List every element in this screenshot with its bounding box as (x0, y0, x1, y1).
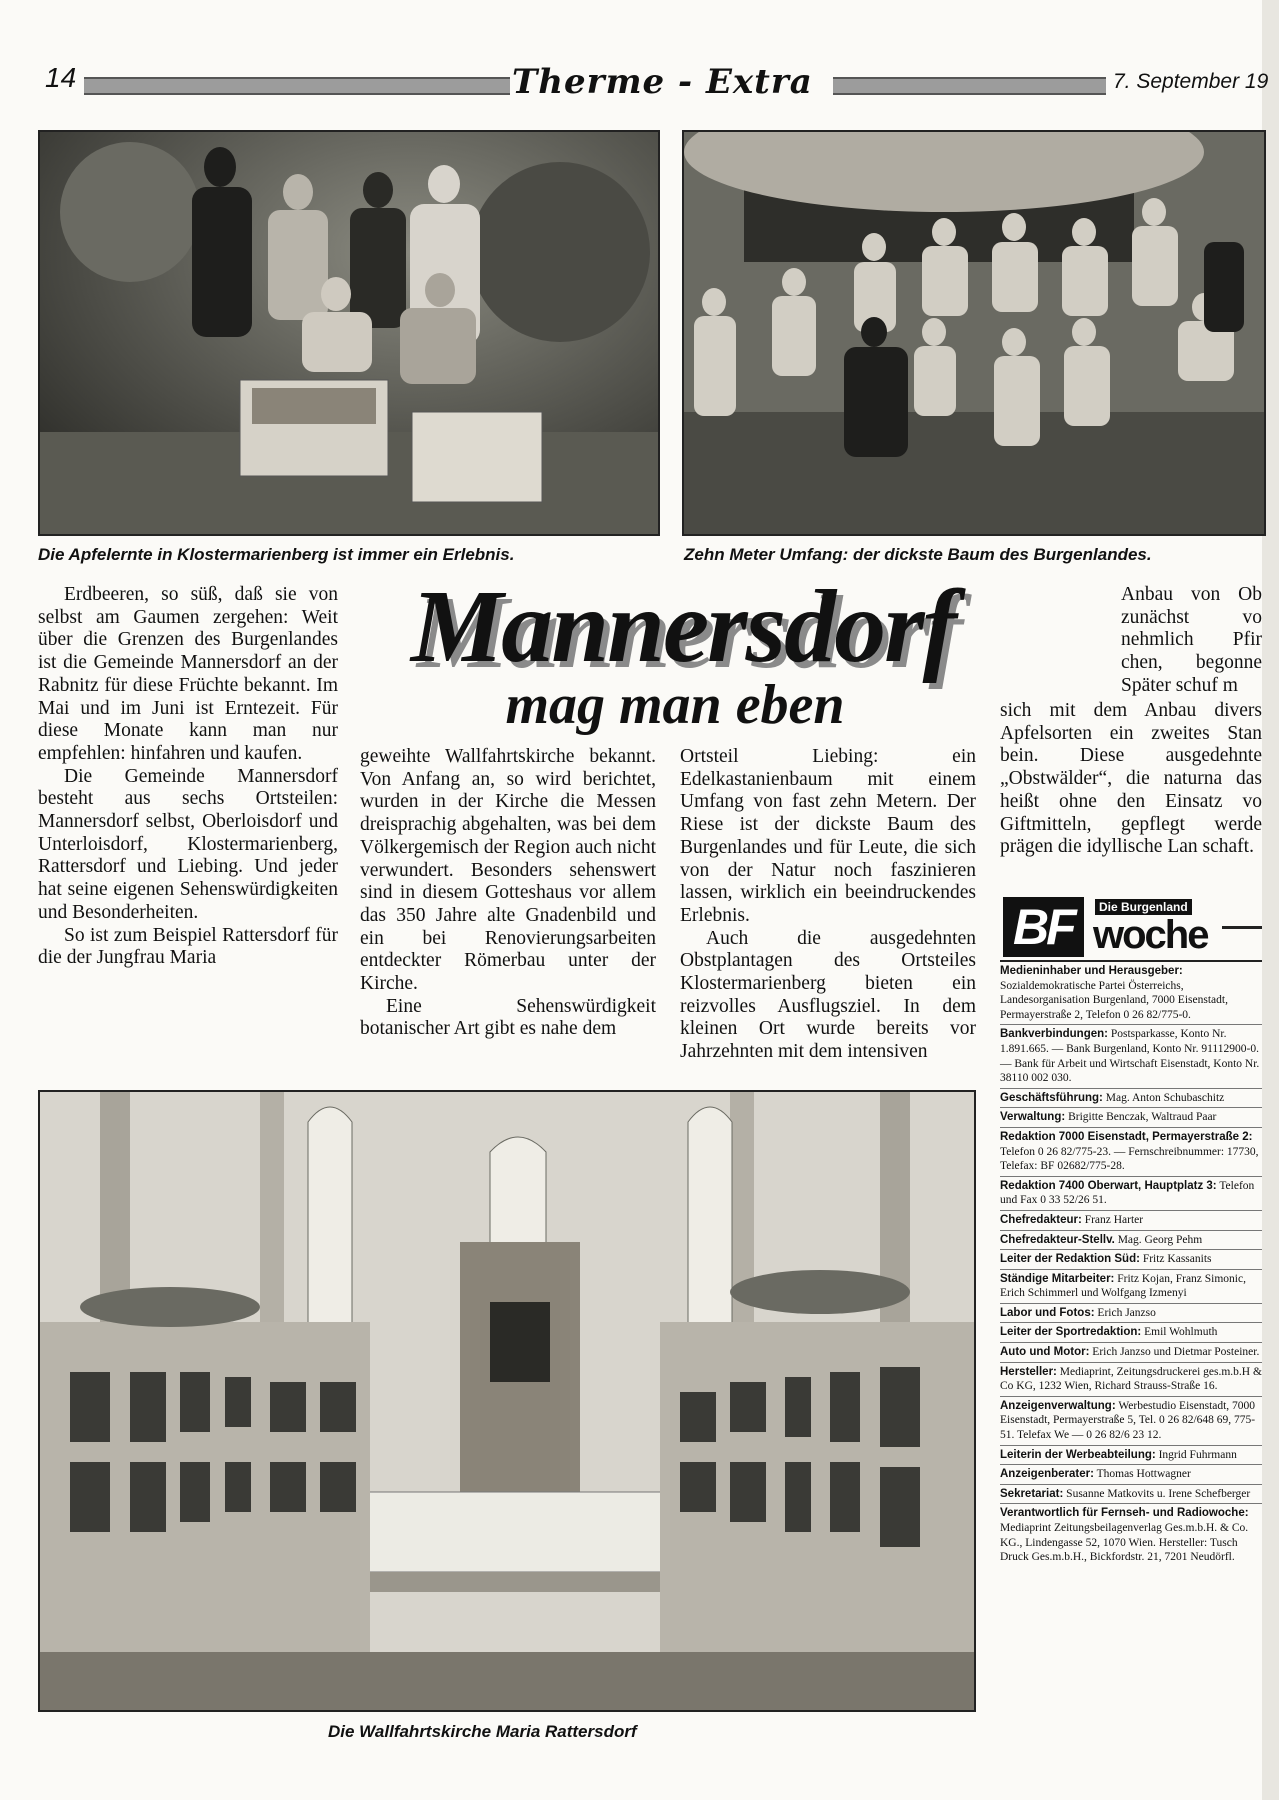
impressum-entry (1000, 1396, 1262, 1445)
impressum-label: Bankverbindungen: (1000, 1028, 1108, 1041)
photo-chestnut-tree-image (684, 132, 1264, 534)
paragraph: Auch die ausgedehnten Obstplantagen des Ortsteiles Klostermarienberg bieten ein reizvolles Ausflugsziel. In dem kleinen Ort wurde bereits vor Jahrzehnten mit dem intensiven (680, 927, 976, 1063)
impressum-label: Redaktion 7000 Eisenstadt, Permayerstraße 2: (1000, 1130, 1253, 1143)
impressum-entry (1000, 1176, 1262, 1210)
paragraph: Anbau von Ob zunächst vo nehmlich Pfir chen, begonne Später schuf m (1121, 584, 1262, 696)
impressum-label: Geschäftsführung: (1000, 1091, 1103, 1104)
impressum (1000, 960, 1262, 1567)
impressum-label: Anzeigenberater: (1000, 1468, 1094, 1481)
impressum-entry (1000, 1445, 1262, 1465)
impressum-text: Fritz Kojan, Franz Simonic, Erich Schimmerl und Wolfgang Izmenyi (1000, 1272, 1246, 1300)
header-rule-right (833, 77, 1106, 95)
impressum-text: Ingrid Fuhrmann (1158, 1448, 1237, 1461)
paragraph: Die Gemeinde Mannersdorf besteht aus sechs Ortsteilen: Mannersdorf selbst, Oberloisdorf und Unterloisdorf, Klostermarienberg, Rattersdorf und Liebing. Und jeder hat seine eigenen Sehenswürdigkeiten und Besonderheiten. (38, 765, 338, 923)
impressum-label: Leiterin der Werbeabteilung: (1000, 1448, 1156, 1461)
impressum-entry (1000, 1210, 1262, 1230)
impressum-label: Hersteller: (1000, 1365, 1057, 1378)
paragraph: Erdbeeren, so süß, daß sie von selbst am Gaumen zergehen: Weit über die Grenzen des Burgenlandes ist die Gemeinde Mannersdorf an der Rabnitz für diese Früchte bekannt. Im Mai und im Juni ist Erntezeit. Für diese Monate kann man nur empfehlen: hinfahren und kaufen. (38, 584, 338, 764)
impressum-entry (1000, 1230, 1262, 1250)
paragraph: Eine Sehenswürdigkeit botanischer Art gibt es nahe dem (360, 995, 656, 1040)
impressum-entry (1000, 1269, 1262, 1303)
article-headline: Mannersdorf (410, 569, 956, 684)
impressum-text: Sozialdemokratische Partei Österreichs, Landesorganisation Burgenland, 7000 Eisenstadt, Permayerstraße 2, Telefon 0 26 82/775-0. (1000, 979, 1228, 1021)
impressum-text: Mag. Anton Schubaschitz (1105, 1091, 1225, 1104)
impressum-entry (1000, 1107, 1262, 1127)
caption-church: Die Wallfahrtskirche Maria Rattersdorf (328, 1722, 637, 1741)
impressum-text: Telefon und Fax 0 33 52/26 51. (1000, 1179, 1255, 1207)
impressum-entry (1000, 1362, 1262, 1396)
impressum-label: Leiter der Sportredaktion: (1000, 1326, 1142, 1339)
impressum-text: Erich Janzso und Dietmar Posteiner. (1092, 1346, 1260, 1359)
impressum-text: Mediaprint Zeitungsbeilagenverlag Ges.m.b.H. & Co. KG., Lindengasse 52, 1070 Wien. Hersteller: Tusch Druck Ges.m.b.H., Bickfordstr. 21, 7201 Neudörfl. (1000, 1522, 1249, 1564)
photo-church-interior-image (40, 1092, 974, 1710)
impressum-text: Mag. Georg Pehm (1117, 1233, 1203, 1246)
photo-apple-harvest-image (40, 132, 658, 534)
logo-bf: BF (1003, 897, 1084, 957)
impressum-label: Leiter der Redaktion Süd: (1000, 1253, 1140, 1266)
impressum-entry (1000, 960, 1262, 1024)
impressum-label: Verwaltung: (1000, 1111, 1066, 1124)
impressum-text: Susanne Matkovits u. Irene Schefberger (1066, 1487, 1251, 1500)
logo-subtitle: Die Burgenland (1095, 899, 1192, 915)
impressum-text: Werbestudio Eisenstadt, 7000 Eisenstadt, Permayerstraße 5, Tel. 0 26 82/648 69, 775-51. Telefax We — 0 26 82/6 23 12. (1000, 1399, 1256, 1442)
paragraph: So ist zum Beispiel Rattersdorf für die der Jungfrau Maria (38, 924, 338, 969)
impressum-entry (1000, 1342, 1262, 1362)
impressum-text: Mediaprint, Zeitungsdruckerei ges.m.b.H & Co KG, 1232 Wien, Richard Strauss-Straße 16. (1000, 1365, 1262, 1393)
impressum-entry (1000, 1484, 1262, 1504)
paragraph: sich mit dem Anbau divers Apfelsorten ein zweites Stan bein. Diese ausgedehnte „Obstwälder“, die naturna das heißt ohne den Einsatz vo Giftmitteln, gepflegt werde prägen die idyllische Lan schaft. (1000, 700, 1262, 858)
impressum-text: Thomas Hottwagner (1096, 1468, 1191, 1481)
impressum-label: Anzeigenverwaltung: (1000, 1399, 1116, 1412)
header-rule-left (84, 77, 510, 95)
bf-woche-logo (1003, 897, 1208, 957)
article-subheadline: mag man eben (505, 674, 845, 736)
photo-church-interior (38, 1090, 976, 1712)
impressum-entry (1000, 1127, 1262, 1176)
impressum-text: Telefon 0 26 82/775-23. — Fernschreibnummer: 17730, Telefax: BF 02682/775-28. (1000, 1145, 1259, 1173)
paragraph: geweihte Wallfahrtskirche bekannt. Von Anfang an, so wird berichtet, wurden in der Kirche die Messen dreisprachig abgehalten, was bei dem Völkergemisch der Region auch nicht verwundert. Besonders sehenswert sind in diesem Gotteshaus vor allem das 350 Jahre alte Gnadenbild und ein bei Renovierungsarbeiten entdeckter Römerbau unter der Kirche. (360, 746, 656, 995)
impressum-label: Ständige Mitarbeiter: (1000, 1272, 1115, 1285)
impressum-entry (1000, 1464, 1262, 1484)
impressum-label: Labor und Fotos: (1000, 1306, 1095, 1319)
section-title: Therme - Extra (512, 62, 813, 102)
article-column-4-top (1121, 584, 1262, 698)
impressum-label: Auto und Motor: (1000, 1346, 1090, 1359)
caption-chestnut-tree: Zehn Meter Umfang: der dickste Baum des Burgenlandes. (684, 545, 1152, 564)
impressum-label: Redaktion 7400 Oberwart, Hauptplatz 3: (1000, 1179, 1217, 1192)
impressum-entry (1000, 1503, 1262, 1566)
impressum-text: Emil Wohlmuth (1144, 1326, 1218, 1339)
page-number: 14 (45, 62, 77, 93)
impressum-text: Postsparkasse, Konto Nr. 1.891.665. — Bank Burgenland, Konto Nr. 91112900-0. — Bank für Arbeit und Wirtschaft Eisenstadt, Konto Nr. 38110 002 030. (1000, 1028, 1260, 1085)
logo-rule (1222, 926, 1262, 929)
caption-apple-harvest: Die Apfelernte in Klostermarienberg ist immer ein Erlebnis. (38, 545, 515, 564)
photo-chestnut-tree (682, 130, 1266, 536)
article-column-1 (38, 584, 338, 970)
issue-date: 7. September 19 (1113, 70, 1269, 93)
impressum-text: Brigitte Benczak, Waltraud Paar (1068, 1111, 1217, 1124)
impressum-text: Erich Janzso (1097, 1306, 1156, 1319)
logo-woche: woche (1093, 913, 1208, 957)
impressum-entry (1000, 1249, 1262, 1269)
impressum-entry (1000, 1303, 1262, 1323)
impressum-entry (1000, 1024, 1262, 1087)
impressum-label: Sekretariat: (1000, 1487, 1064, 1500)
impressum-entry (1000, 1088, 1262, 1108)
impressum-text: Fritz Kassanits (1142, 1253, 1212, 1266)
article-column-3 (680, 746, 976, 1064)
impressum-label: Medieninhaber und Herausgeber: (1000, 965, 1183, 977)
photo-apple-harvest (38, 130, 660, 536)
impressum-label: Verantwortlich für Fernseh- und Radiowoche: (1000, 1507, 1249, 1520)
article-column-2 (360, 746, 656, 1041)
impressum-entry (1000, 1322, 1262, 1342)
impressum-label: Chefredakteur-Stellv. (1000, 1233, 1115, 1246)
impressum-label: Chefredakteur: (1000, 1213, 1082, 1226)
paragraph: Ortsteil Liebing: ein Edelkastanienbaum mit einem Umfang von fast zehn Metern. Der Riese ist der dickste Baum des Burgenlandes und für Leute, die sich von der Natur noch faszinieren lassen, wirklich ein beeindruckendes Erlebnis. (680, 746, 976, 926)
article-column-4-bottom (1000, 700, 1262, 859)
impressum-text: Franz Harter (1084, 1213, 1144, 1226)
